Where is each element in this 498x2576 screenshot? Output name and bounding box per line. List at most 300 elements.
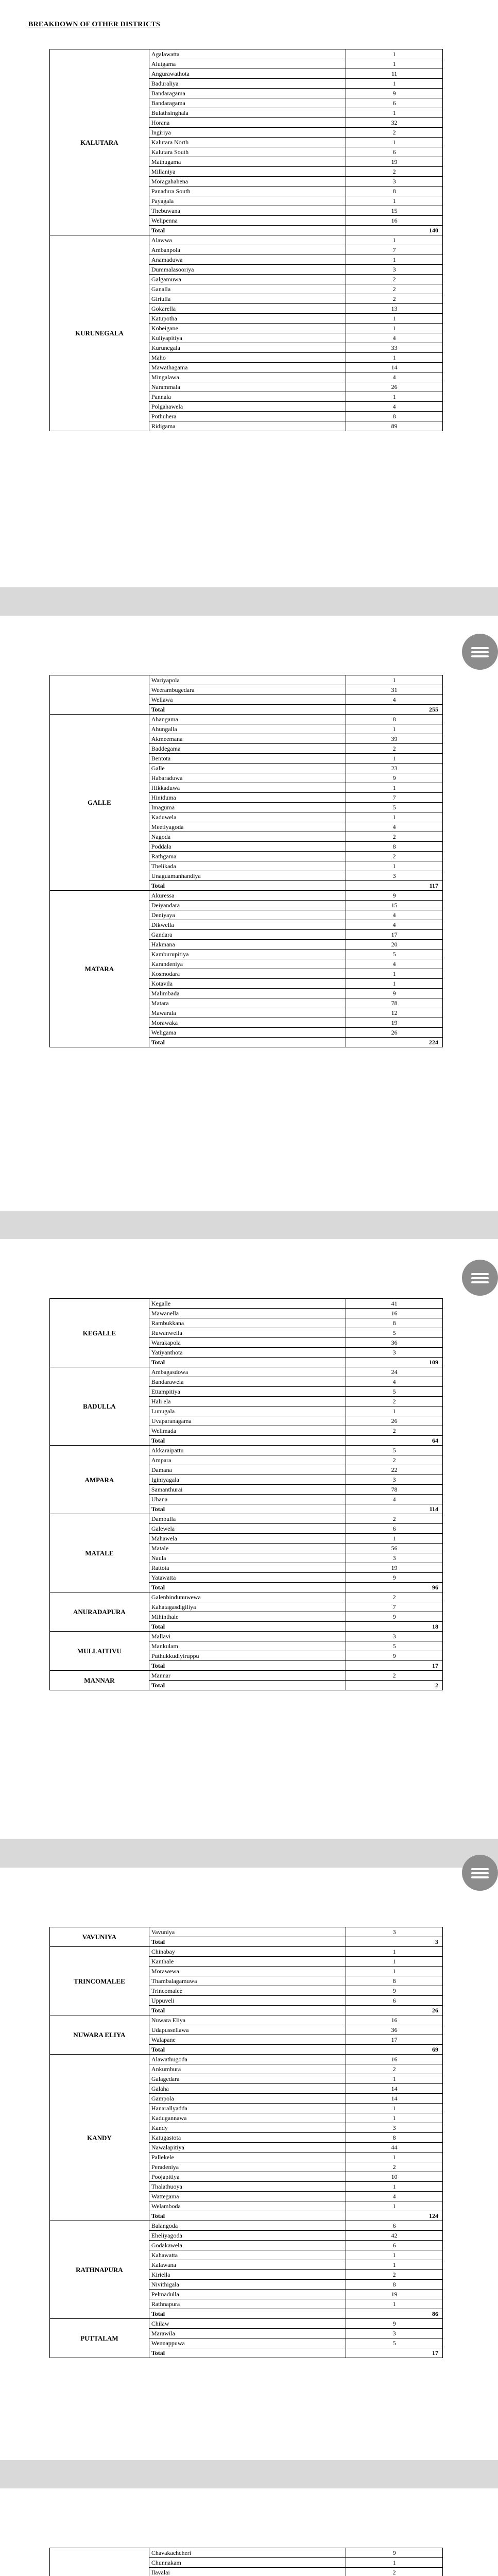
district-name: MULLAITIVU [50, 1632, 149, 1671]
area-count: 9 [346, 1573, 443, 1583]
table-row [50, 1514, 443, 1524]
area-count: 7 [346, 793, 443, 803]
area-count: 1 [346, 812, 443, 822]
area-count: 3 [346, 1475, 443, 1485]
area-name: Pothuhera [149, 412, 346, 421]
area-name: Alutgama [149, 59, 346, 69]
area-name: Kurunegala [149, 343, 346, 353]
total-label: Total [149, 1681, 346, 1690]
table-row [50, 2055, 443, 2064]
area-count: 2 [346, 128, 443, 138]
area-count: 1 [346, 1534, 443, 1544]
scroll-handle-grip [471, 1281, 489, 1283]
total-label: Total [149, 1038, 346, 1047]
area-count: 1 [346, 2250, 443, 2260]
area-count: 56 [346, 1544, 443, 1553]
area-count: 3 [346, 871, 443, 881]
total-label: Total [149, 705, 346, 715]
area-count: 16 [346, 2015, 443, 2025]
area-name: Katugastota [149, 2133, 346, 2143]
district-table [49, 49, 443, 431]
area-count: 8 [346, 2133, 443, 2143]
total-count: 2 [346, 1681, 443, 1690]
area-count: 44 [346, 2143, 443, 2153]
total-count: 224 [346, 1038, 443, 1047]
area-count: 1 [346, 1406, 443, 1416]
area-count: 10 [346, 2172, 443, 2182]
area-name: Samanthurai [149, 1485, 346, 1495]
area-count: 14 [346, 363, 443, 372]
area-count: 4 [346, 2192, 443, 2201]
area-name: Kiriella [149, 2270, 346, 2280]
area-count: 5 [346, 1446, 443, 1455]
scroll-handle-grip [471, 1273, 489, 1275]
area-count: 1 [346, 979, 443, 989]
area-count: 8 [346, 1318, 443, 1328]
area-count: 19 [346, 1563, 443, 1573]
area-name: Weligama [149, 1028, 346, 1038]
area-name: Anamaduwa [149, 255, 346, 265]
area-name: Uppuveli [149, 1996, 346, 2006]
area-name: Thalathuoya [149, 2182, 346, 2192]
district-name: RATHNAPURA [50, 2221, 149, 2319]
district-name: KURUNEGALA [50, 235, 149, 431]
area-count: 1 [346, 49, 443, 59]
area-count: 17 [346, 930, 443, 940]
area-name: Damana [149, 1465, 346, 1475]
area-count: 4 [346, 372, 443, 382]
scroll-handle-grip [471, 647, 489, 649]
area-count: 1 [346, 724, 443, 734]
total-count: 114 [346, 1504, 443, 1514]
table-row [50, 2015, 443, 2025]
district-name: TRINCOMALEE [50, 1947, 149, 2015]
area-count: 2 [346, 2162, 443, 2172]
area-count: 9 [346, 891, 443, 901]
area-name: Akuressa [149, 891, 346, 901]
area-count: 4 [346, 695, 443, 705]
area-count: 36 [346, 2025, 443, 2035]
area-name: Hiniduma [149, 793, 346, 803]
area-count: 1 [346, 108, 443, 118]
area-count: 16 [346, 1309, 443, 1318]
table-row [50, 49, 443, 59]
area-name: Moragahahena [149, 177, 346, 187]
scroll-handle-grip [471, 1876, 489, 1878]
total-label: Total [149, 1436, 346, 1446]
area-name: Walapane [149, 2035, 346, 2045]
area-name: Alawwa [149, 235, 346, 245]
area-name: Kamburupitiya [149, 950, 346, 959]
area-name: Ahungalla [149, 724, 346, 734]
area-name: Galenbindunuwewa [149, 1592, 346, 1602]
area-name: Nagoda [149, 832, 346, 842]
district-name: BADULLA [50, 1367, 149, 1446]
scroll-handle[interactable] [462, 1855, 498, 1891]
area-name: Ahangama [149, 715, 346, 724]
area-count: 1 [346, 392, 443, 402]
table-row [50, 715, 443, 724]
area-count: 1 [346, 79, 443, 89]
area-name: Deniyaya [149, 910, 346, 920]
area-name: Kosmodara [149, 969, 346, 979]
area-name: Malimbada [149, 989, 346, 998]
page-separator [0, 2460, 498, 2488]
area-count: 4 [346, 822, 443, 832]
area-name: Kalutara South [149, 147, 346, 157]
area-count: 5 [346, 803, 443, 812]
scroll-handle-grip [471, 655, 489, 657]
total-count: 255 [346, 705, 443, 715]
area-name: Pannala [149, 392, 346, 402]
area-name: Bulathsinghala [149, 108, 346, 118]
area-count: 15 [346, 901, 443, 910]
area-name: Puthukkudiyiruppu [149, 1651, 346, 1661]
area-name: Wattegama [149, 2192, 346, 2201]
table-row [50, 1927, 443, 1937]
area-count: 2 [346, 852, 443, 861]
area-count: 9 [346, 1651, 443, 1661]
area-count: 4 [346, 333, 443, 343]
area-name: Ruwanwella [149, 1328, 346, 1338]
area-name: Kotavila [149, 979, 346, 989]
total-count: 3 [346, 1937, 443, 1947]
area-name: Kuliyapitiya [149, 333, 346, 343]
area-name: Thambalagamuwa [149, 1976, 346, 1986]
district-table [49, 675, 443, 1047]
area-name: Hakmana [149, 940, 346, 950]
area-name: Gokarella [149, 304, 346, 314]
area-count: 8 [346, 715, 443, 724]
area-name: Narammala [149, 382, 346, 392]
area-count: 1 [346, 196, 443, 206]
area-name: Trincomalee [149, 1986, 346, 1996]
area-name: Kalawana [149, 2260, 346, 2270]
area-count: 32 [346, 118, 443, 128]
area-count: 1 [346, 969, 443, 979]
area-name: Panadura South [149, 187, 346, 196]
area-count: 1 [346, 59, 443, 69]
area-name: Karandeniya [149, 959, 346, 969]
scroll-handle-grip [471, 1277, 489, 1279]
area-count: 2 [346, 284, 443, 294]
total-count: 17 [346, 2348, 443, 2358]
scroll-handle-grip [471, 1868, 489, 1870]
area-count: 8 [346, 187, 443, 196]
area-count: 9 [346, 1986, 443, 1996]
area-name: Nawalapitiya [149, 2143, 346, 2153]
area-name: Mawanella [149, 1309, 346, 1318]
total-label: Total [149, 2006, 346, 2015]
area-name: Hikkaduwa [149, 783, 346, 793]
area-count: 1 [346, 235, 443, 245]
area-count: 3 [346, 177, 443, 187]
area-name: Eheliyagoda [149, 2231, 346, 2241]
total-count: 140 [346, 226, 443, 235]
area-name: Mankulam [149, 1641, 346, 1651]
total-label: Total [149, 1583, 346, 1592]
area-count: 2 [346, 1514, 443, 1524]
total-label: Total [149, 1622, 346, 1632]
area-name: Peradeniya [149, 2162, 346, 2172]
table-row [50, 675, 443, 685]
area-count: 1 [346, 1957, 443, 1967]
area-name: Ambagasdowa [149, 1367, 346, 1377]
area-count: 1 [346, 255, 443, 265]
area-name: Kobeigane [149, 324, 346, 333]
table-row [50, 1299, 443, 1309]
area-count: 14 [346, 2094, 443, 2104]
district-name: KANDY [50, 2055, 149, 2221]
area-name: Yatiyanthota [149, 1348, 346, 1358]
table-row [50, 1947, 443, 1957]
area-name: Kaduwela [149, 812, 346, 822]
area-count: 1 [346, 2153, 443, 2162]
area-name: Hanarallyadda [149, 2104, 346, 2113]
area-count: 2 [346, 2568, 443, 2576]
area-name: Unaguamanhandiya [149, 871, 346, 881]
area-count: 1 [346, 138, 443, 147]
area-count: 3 [346, 265, 443, 275]
area-count: 12 [346, 1008, 443, 1018]
area-count: 78 [346, 1485, 443, 1495]
area-name: Rattota [149, 1563, 346, 1573]
area-name: Ampara [149, 1455, 346, 1465]
area-name: Uhana [149, 1495, 346, 1504]
area-count: 6 [346, 1996, 443, 2006]
area-name: Pelmadulla [149, 2290, 346, 2299]
area-name: Baduraliya [149, 79, 346, 89]
area-name: Mahawela [149, 1534, 346, 1544]
area-count: 1 [346, 2104, 443, 2113]
area-name: Morawewa [149, 1967, 346, 1976]
area-count: 42 [346, 2231, 443, 2241]
area-name: Weerambugedara [149, 685, 346, 695]
area-count: 5 [346, 1387, 443, 1397]
area-name: Bandaragama [149, 89, 346, 98]
area-count: 9 [346, 89, 443, 98]
area-count: 16 [346, 216, 443, 226]
total-count: 117 [346, 881, 443, 891]
area-name: Chinabay [149, 1947, 346, 1957]
area-name: Giriulla [149, 294, 346, 304]
page-title: BREAKDOWN OF OTHER DISTRICTS [28, 21, 160, 28]
area-count: 3 [346, 1553, 443, 1563]
area-name: Nivithigala [149, 2280, 346, 2290]
area-count: 1 [346, 861, 443, 871]
area-name: Mawarala [149, 1008, 346, 1018]
area-count: 2 [346, 1426, 443, 1436]
table-row [50, 1592, 443, 1602]
area-name: Mawathagama [149, 363, 346, 372]
area-name: Mingalawa [149, 372, 346, 382]
area-count: 19 [346, 2290, 443, 2299]
area-count: 4 [346, 402, 443, 412]
area-name: Bandaragama [149, 98, 346, 108]
area-name: Poojapitiya [149, 2172, 346, 2182]
area-count: 1 [346, 2201, 443, 2211]
area-name: Deiyandara [149, 901, 346, 910]
area-name: Warakapola [149, 1338, 346, 1348]
area-name: Chilaw [149, 2319, 346, 2329]
area-count: 2 [346, 2064, 443, 2074]
area-count: 89 [346, 421, 443, 431]
area-count: 31 [346, 685, 443, 695]
area-count: 6 [346, 98, 443, 108]
area-name: Horana [149, 118, 346, 128]
area-count: 2 [346, 167, 443, 177]
area-name: Yatawatta [149, 1573, 346, 1583]
total-label: Total [149, 2211, 346, 2221]
page-separator [0, 1211, 498, 1239]
area-name: Mannar [149, 1671, 346, 1681]
area-name: Kadugannawa [149, 2113, 346, 2123]
area-count: 26 [346, 1028, 443, 1038]
area-count: 16 [346, 2055, 443, 2064]
area-name: Payagala [149, 196, 346, 206]
area-count: 4 [346, 910, 443, 920]
area-name: Kalutara North [149, 138, 346, 147]
total-count: 109 [346, 1358, 443, 1367]
area-count: 5 [346, 950, 443, 959]
area-name: Chunnakam [149, 2558, 346, 2568]
area-count: 22 [346, 1465, 443, 1475]
area-name: Poddala [149, 842, 346, 852]
area-count: 6 [346, 2221, 443, 2231]
table-row [50, 2221, 443, 2231]
area-count: 1 [346, 2113, 443, 2123]
area-name: Dambulla [149, 1514, 346, 1524]
area-count: 7 [346, 1602, 443, 1612]
area-name: Iginiyagala [149, 1475, 346, 1485]
area-count: 5 [346, 2338, 443, 2348]
area-name: Galgamuwa [149, 275, 346, 284]
area-count: 9 [346, 1612, 443, 1622]
area-count: 41 [346, 1299, 443, 1309]
total-label: Total [149, 1937, 346, 1947]
area-count: 1 [346, 1967, 443, 1976]
area-count: 3 [346, 1632, 443, 1641]
area-name: Katupotha [149, 314, 346, 324]
area-name: Rathgama [149, 852, 346, 861]
area-count: 36 [346, 1338, 443, 1348]
area-name: Kandy [149, 2123, 346, 2133]
district-name: VAVUNIYA [50, 1927, 149, 1947]
area-name: Welimada [149, 1426, 346, 1436]
area-name: Mallavi [149, 1632, 346, 1641]
district-name: KALUTARA [50, 49, 149, 235]
area-name: Udapussellawa [149, 2025, 346, 2035]
area-count: 4 [346, 959, 443, 969]
area-count: 1 [346, 754, 443, 764]
area-name: Welamboda [149, 2201, 346, 2211]
area-name: Lunugala [149, 1406, 346, 1416]
page-separator [0, 587, 498, 616]
area-name: Habaraduwa [149, 773, 346, 783]
area-count: 2 [346, 832, 443, 842]
area-name: Matara [149, 998, 346, 1008]
area-name: Hali ela [149, 1397, 346, 1406]
area-name: Maho [149, 353, 346, 363]
area-count: 1 [346, 2182, 443, 2192]
area-count: 2 [346, 1671, 443, 1681]
area-name: Gandara [149, 930, 346, 940]
total-label: Total [149, 881, 346, 891]
area-name: Uvaparanagama [149, 1416, 346, 1426]
area-count: 2 [346, 275, 443, 284]
total-label: Total [149, 226, 346, 235]
total-label: Total [149, 2045, 346, 2055]
area-name: Balangoda [149, 2221, 346, 2231]
area-name: Matale [149, 1544, 346, 1553]
area-name: Wariyapola [149, 675, 346, 685]
area-count: 19 [346, 1018, 443, 1028]
area-count: 39 [346, 734, 443, 744]
total-count: 69 [346, 2045, 443, 2055]
district-name: MATALE [50, 1514, 149, 1592]
total-label: Total [149, 2348, 346, 2358]
area-count: 1 [346, 314, 443, 324]
area-name: Vavuniya [149, 1927, 346, 1937]
area-name: Millaniya [149, 167, 346, 177]
area-count: 6 [346, 2241, 443, 2250]
area-name: Galaha [149, 2084, 346, 2094]
area-name: Thebuwana [149, 206, 346, 216]
area-count: 1 [346, 783, 443, 793]
district-name: NUWARA ELIYA [50, 2015, 149, 2055]
area-count: 2 [346, 744, 443, 754]
area-count: 23 [346, 764, 443, 773]
area-name: Akmeemana [149, 734, 346, 744]
total-count: 26 [346, 2006, 443, 2015]
area-count: 1 [346, 324, 443, 333]
area-count: 1 [346, 2299, 443, 2309]
area-name: Galewela [149, 1524, 346, 1534]
district-name: PUTTALAM [50, 2319, 149, 2358]
district-name: MANNAR [50, 1671, 149, 1690]
district-name: MATARA [50, 891, 149, 1047]
district-name: ANURADAPURA [50, 1592, 149, 1632]
total-label: Total [149, 1358, 346, 1367]
area-count: 2 [346, 294, 443, 304]
area-count: 1 [346, 2558, 443, 2568]
table-row [50, 1632, 443, 1641]
area-name: Galle [149, 764, 346, 773]
area-name: Alawathugoda [149, 2055, 346, 2064]
area-name: Pallekele [149, 2153, 346, 2162]
area-count: 3 [346, 1927, 443, 1937]
area-name: Ettampitiya [149, 1387, 346, 1397]
area-count: 26 [346, 1416, 443, 1426]
table-row [50, 1446, 443, 1455]
area-count: 2 [346, 2270, 443, 2280]
area-count: 6 [346, 147, 443, 157]
area-count: 1 [346, 675, 443, 685]
total-label: Total [149, 1504, 346, 1514]
area-count: 6 [346, 1524, 443, 1534]
scroll-handle-grip [471, 651, 489, 653]
area-count: 9 [346, 2548, 443, 2558]
total-count: 124 [346, 2211, 443, 2221]
total-count: 17 [346, 1661, 443, 1671]
scroll-handle[interactable] [462, 634, 498, 670]
area-name: Dikwella [149, 920, 346, 930]
area-count: 17 [346, 2035, 443, 2045]
table-row [50, 2548, 443, 2558]
total-count: 96 [346, 1583, 443, 1592]
scroll-handle[interactable] [462, 1260, 498, 1296]
area-count: 4 [346, 920, 443, 930]
